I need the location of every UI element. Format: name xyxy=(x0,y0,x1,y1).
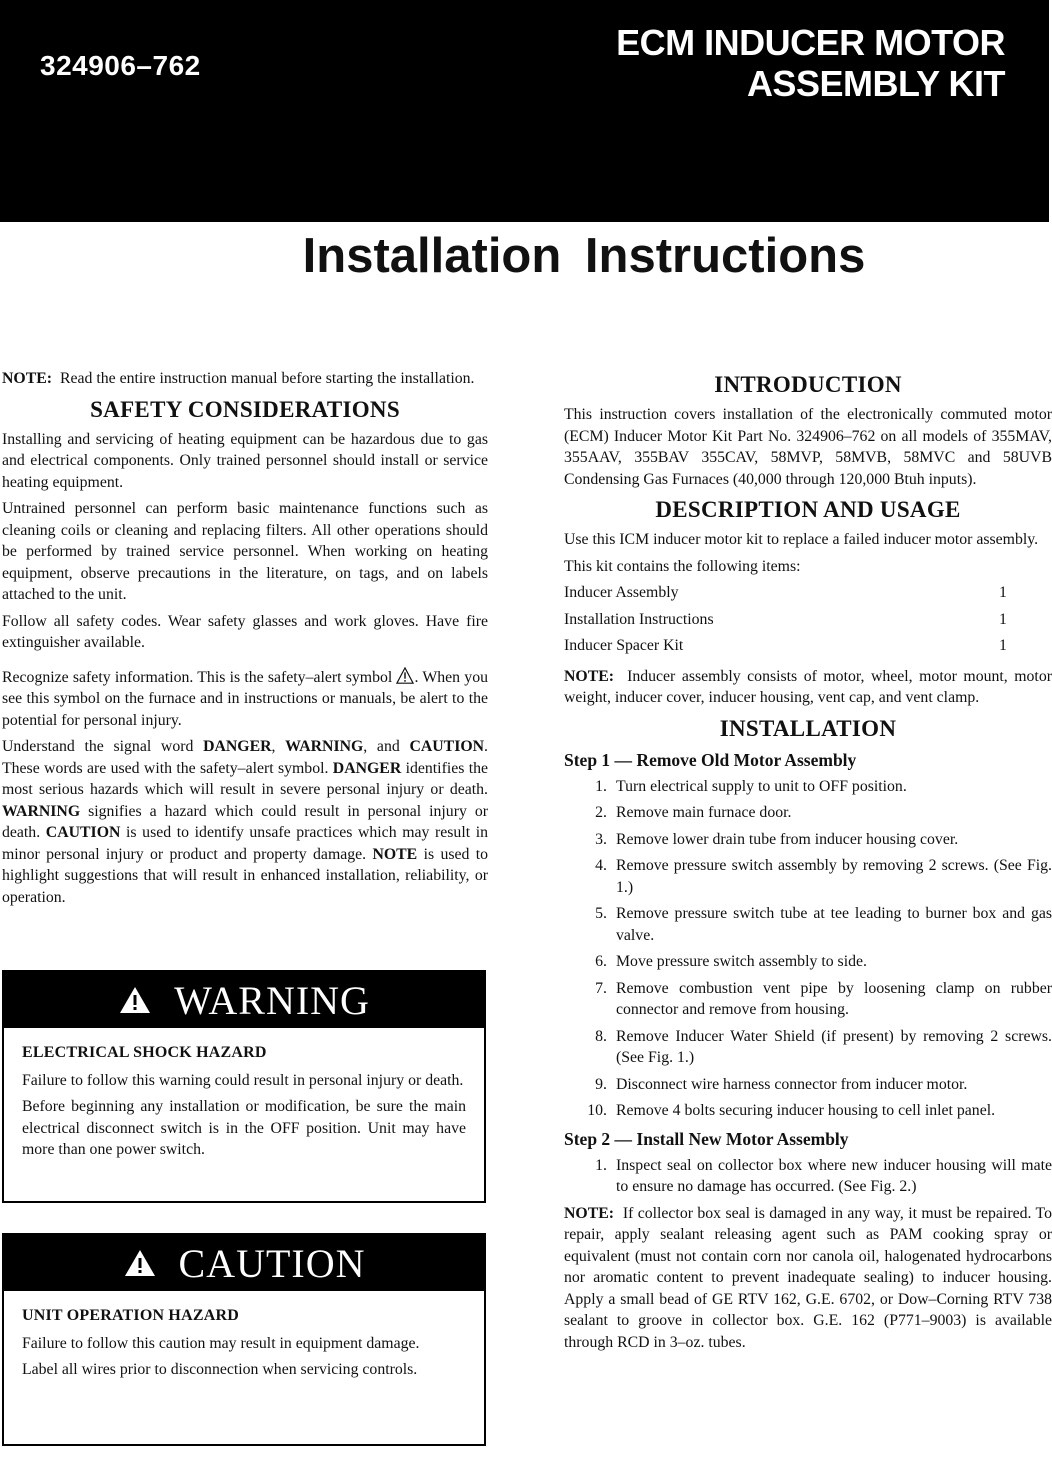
safety-heading: SAFETY CONSIDERATIONS xyxy=(90,396,400,422)
warning-triangle-icon xyxy=(118,985,152,1015)
warning-paragraph-1: Failure to follow this warning could result in personal injury or death. xyxy=(22,1071,464,1089)
warning-label: WARNING xyxy=(174,977,370,1023)
step1-heading: Step 1 — Remove Old Motor Assembly xyxy=(564,749,857,770)
description-paragraph-2: This kit contains the following items: xyxy=(564,557,801,575)
kit-item: Installation Instructions 1 xyxy=(564,610,1007,628)
list-item: 1. Turn electrical supply to unit to OFF position. xyxy=(595,777,907,795)
introduction-heading: INTRODUCTION xyxy=(714,372,902,397)
list-item: 4. Remove pressure switch assembly by removing 2 screws. (See Fig. 1.) xyxy=(595,857,1052,896)
document-title: Installation Instructions xyxy=(302,229,866,283)
part-number: 324906–762 xyxy=(40,50,201,81)
kit-contents-list xyxy=(564,582,1019,662)
step2-heading: Step 2 — Install New Motor Assembly xyxy=(564,1128,849,1149)
left-column xyxy=(2,368,488,913)
right-column xyxy=(564,368,1052,1358)
intro-note: NOTE: Read the entire instruction manual before starting the installation. xyxy=(2,370,475,387)
list-item: 6. Move pressure switch assembly to side. xyxy=(595,953,867,970)
header-banner xyxy=(0,0,1049,222)
caution-header xyxy=(4,1235,484,1291)
warning-box xyxy=(2,970,486,1203)
caution-paragraph-1: Failure to follow this caution may result in equipment damage. xyxy=(22,1334,420,1352)
caution-triangle-icon xyxy=(123,1248,157,1278)
caution-body xyxy=(4,1291,484,1398)
list-item: 2. Remove main furnace door. xyxy=(595,804,792,821)
kit-item: Inducer Assembly 1 xyxy=(564,584,1007,601)
kit-item: Inducer Spacer Kit 1 xyxy=(564,637,1007,654)
caution-label: CAUTION xyxy=(178,1240,366,1286)
list-item: 9. Disconnect wire harness connector from inducer motor. xyxy=(595,1075,968,1093)
step2-list xyxy=(564,1155,1052,1198)
list-item: 8. Remove Inducer Water Shield (if present) by removing 2 screws. (See Fig. 1.) xyxy=(595,1027,1052,1066)
caution-paragraph-2: Label all wires prior to disconnection when servicing controls. xyxy=(22,1361,418,1378)
caution-box xyxy=(2,1233,486,1446)
list-item: 3. Remove lower drain tube from inducer housing cover. xyxy=(595,830,959,848)
safety-paragraph-1: Installing and servicing of heating equipment can be hazardous due to gas and electrical components. Only trained personnel should install or service heating equipment. xyxy=(2,430,488,491)
step2-note: NOTE: If collector box seal is damaged in any way, it must be repaired. To repair, apply sealant releasing agent such as PAM cooking spray or equivalent (must not contain corn nor canola oil, halogenated hydrocarbons nor aromatic content to prevent inadequate sealing) to inducer housing. Apply a small bead of GE RTV 162, G.E. 6702, or Dow–Corning RTV 738 sealant to groove in collector box. G.E. 162 (P771–9003) is available through RCD in 3–oz. tubes. xyxy=(564,1204,1052,1351)
signal-word-paragraph: Understand the signal word DANGER, WARNING, and CAUTION. These words are used with the safety–alert symbol. DANGER identifies the most serious hazards which will result in severe personal injury or death. WARNING signifies a hazard which could result in personal injury or death. CAUTION is used to identify unsafe practices which may result in minor personal injury or product and property damage. NOTE is used to highlight suggestions that will result in enhanced installation, reliability, or operation. xyxy=(2,738,489,906)
caution-title: UNIT OPERATION HAZARD xyxy=(22,1307,239,1324)
description-heading: DESCRIPTION AND USAGE xyxy=(655,497,961,522)
safety-paragraph-3: Follow all safety codes. Wear safety glasses and work gloves. Have fire extinguisher available. xyxy=(2,612,488,651)
description-note: NOTE: Inducer assembly consists of motor, wheel, motor mount, motor weight, inducer cover, inducer housing, vent cap, and vent clamp. xyxy=(564,667,1052,706)
list-item: 10. Remove 4 bolts securing inducer housing to cell inlet panel. xyxy=(587,1102,996,1119)
product-title-line1: ECM INDUCER MOTOR xyxy=(616,22,1005,63)
safety-paragraph-2: Untrained personnel can perform basic maintenance functions such as cleaning coils or cleaning and replacing filters. All other operations should be performed by trained service personnel. When working on heating equipment, observe precautions in the literature, on tags, and on labels attached to the unit. xyxy=(2,500,488,603)
list-item: 5. Remove pressure switch tube at tee leading to burner box and gas valve. xyxy=(595,905,1052,944)
warning-title: ELECTRICAL SHOCK HAZARD xyxy=(22,1044,267,1061)
description-paragraph-1: Use this ICM inducer motor kit to replace a failed inducer motor assembly. xyxy=(564,531,1039,548)
warning-paragraph-2: Before beginning any installation or modification, be sure the main electrical disconnect switch is in the OFF position. Unit may have more than one power switch. xyxy=(22,1098,466,1158)
list-item: 1. Inspect seal on collector box where new inducer housing will mate to ensure no damage has occurred. (See Fig. 2.) xyxy=(595,1156,1052,1195)
product-title-line2: ASSEMBLY KIT xyxy=(746,63,1005,104)
list-item: 7. Remove combustion vent pipe by loosening clamp on rubber connector and remove from housing. xyxy=(595,979,1052,1018)
step1-list xyxy=(564,776,1052,1122)
installation-heading: INSTALLATION xyxy=(719,715,897,741)
warning-body xyxy=(4,1028,484,1178)
warning-header xyxy=(4,972,484,1028)
safety-alert-icon xyxy=(396,667,414,685)
product-title xyxy=(616,22,1005,104)
introduction-paragraph: This instruction covers installation of the electronically commuted motor (ECM) Inducer Motor Kit Part No. 324906–762 on all models of 355MAV, 355AAV, 355BAV 355CAV, 58MVP, 58MVB, 58MVC and 58UVB Condensing Gas Furnaces (40,000 through 120,000 Btuh inputs). xyxy=(564,406,1052,488)
safety-alert-paragraph: Recognize safety information. This is the safety–alert symbol . When you see this symbol on the furnace and in instructions or manuals, be alert to the potential for personal injury. xyxy=(2,668,488,729)
